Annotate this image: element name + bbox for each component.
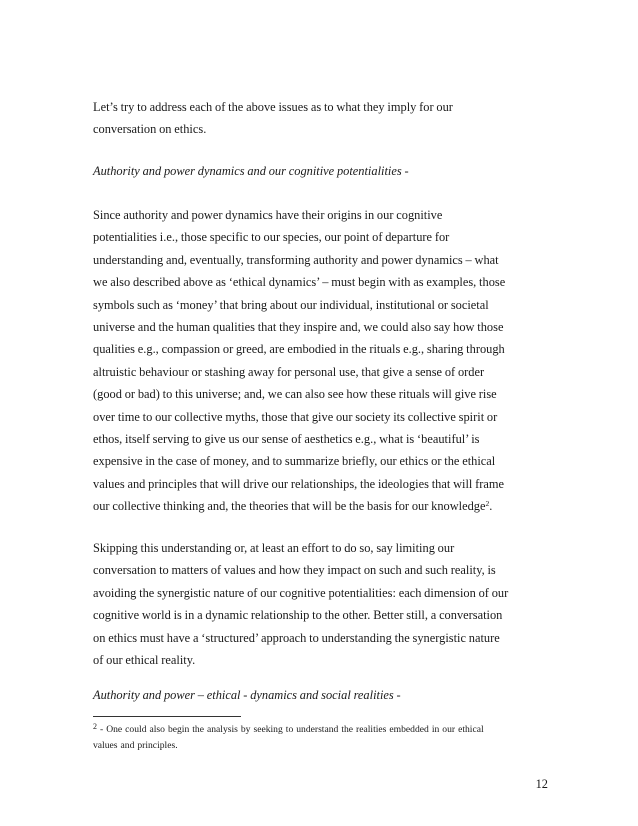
footnote-number: 2 bbox=[93, 722, 97, 731]
text-line: understanding and, eventually, transforming authority and power dynamics – what bbox=[93, 252, 499, 267]
text-line: conversation on ethics. bbox=[93, 122, 207, 137]
text-line-last bbox=[93, 495, 545, 517]
text-line: potentialities i.e., those specific to our species, our point of departure for bbox=[93, 230, 450, 245]
text-line: (good or bad) to this universe; and, we can also see how these rituals will give rise bbox=[93, 387, 497, 402]
text-line: expensive in the case of money, and to summarize briefly, our ethics or the ethical bbox=[93, 454, 496, 469]
text-line: altruistic behaviour or stashing away for personal use, that give a sense of order bbox=[93, 364, 485, 379]
page-number: 12 bbox=[535, 777, 548, 791]
intro-paragraph bbox=[93, 96, 545, 141]
text-line: Skipping this understanding or, at least an effort to do so, say limiting our bbox=[93, 541, 455, 555]
text-line: conversation to matters of values and how they impact on such and such reality, is bbox=[93, 563, 496, 578]
footnote bbox=[93, 722, 553, 753]
text-segment: our collective thinking and, the theories that will be the basis for our knowledge bbox=[93, 499, 486, 514]
text-line: of our ethical reality. bbox=[93, 653, 196, 668]
sentence-end: . bbox=[489, 499, 493, 514]
heading-text: Authority and power dynamics and our cognitive potentialities - bbox=[93, 164, 409, 178]
footnote-line bbox=[93, 722, 553, 738]
footnote-text: - One could also begin the analysis by seeking to understand the realities embedded in our ethical bbox=[97, 724, 484, 735]
text-line: on ethics must have a ‘structured’ approach to understanding the synergistic nature bbox=[93, 630, 500, 645]
heading-text: Authority and power – ethical - dynamics and social realities - bbox=[93, 688, 401, 702]
main-paragraph bbox=[93, 204, 545, 518]
text-line: cognitive world is in a dynamic relationship to the other. Better still, a conversation bbox=[93, 608, 503, 623]
text-line: symbols such as ‘money’ that bring about our individual, institutional or societal bbox=[93, 297, 489, 312]
text-line: we also described above as ‘ethical dynamics’ – must begin with as examples, those bbox=[93, 275, 506, 290]
text-line: values and principles that will drive our relationships, the ideologies that will frame bbox=[93, 476, 505, 491]
section-heading-social bbox=[93, 684, 545, 706]
skipping-paragraph bbox=[93, 537, 545, 671]
text-line: avoiding the synergistic nature of our cognitive potentialities: each dimension of our bbox=[93, 585, 509, 600]
text-line: Let’s try to address each of the above issues as to what they imply for our bbox=[93, 100, 453, 114]
text-line: ethos, itself serving to give us our sense of aesthetics e.g., what is ‘beautiful’ is bbox=[93, 432, 480, 447]
footnote-line: values and principles. bbox=[93, 739, 178, 751]
text-line: over time to our collective myths, those that give our society its collective spirit or bbox=[93, 409, 498, 424]
text-line: Since authority and power dynamics have their origins in our cognitive bbox=[93, 208, 443, 222]
footnote-reference[interactable]: 2 bbox=[485, 499, 490, 509]
text-line: qualities e.g., compassion or greed, are embodied in the rituals e.g., sharing through bbox=[93, 342, 505, 357]
section-heading-cognitive bbox=[93, 160, 545, 182]
footnote-separator bbox=[93, 716, 241, 717]
text-line: universe and the human qualities that they inspire and, we could also say how those bbox=[93, 320, 504, 335]
